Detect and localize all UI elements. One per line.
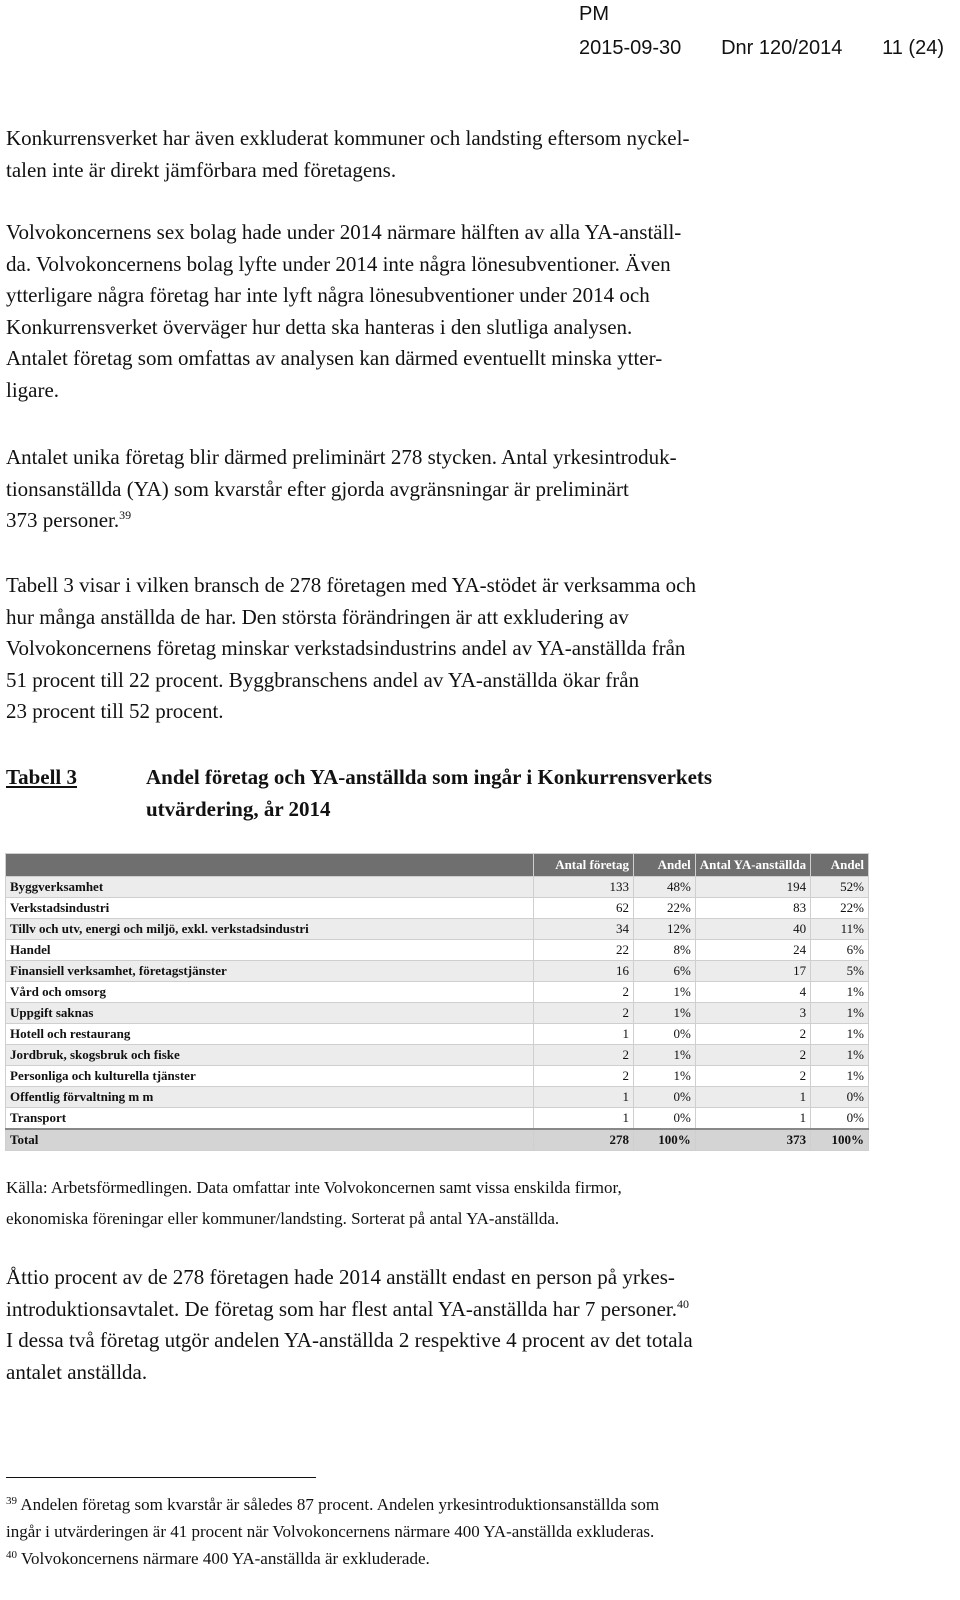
table-row — [6, 1108, 869, 1130]
footnote-40 — [6, 1545, 936, 1572]
text-line: ytterligare några företag har inte lyft några lönesubventioner under 2014 och — [6, 283, 650, 307]
industry-name: Offentlig förvaltning m m — [6, 1087, 534, 1108]
total-label: Total — [6, 1129, 534, 1151]
cell-ya-andel: 6% — [811, 940, 869, 961]
cell-ya-andel: 1% — [811, 1024, 869, 1045]
text-line: I dessa två företag utgör andelen YA-anställda 2 respektive 4 procent av det totala — [6, 1328, 693, 1352]
cell-ya: 2 — [695, 1066, 810, 1087]
table-row — [6, 1024, 869, 1045]
cell-andel: 1% — [633, 982, 695, 1003]
cell-ya: 1 — [695, 1108, 810, 1130]
footnote-number: 40 — [6, 1549, 17, 1561]
paragraph-4 — [6, 570, 936, 728]
cell-antal: 16 — [534, 961, 634, 982]
cell-ya: 1 — [695, 1087, 810, 1108]
text-fragment: Volvokoncernens närmare 400 YA-anställda är exkluderade. — [20, 1549, 430, 1568]
cell-andel: 12% — [633, 919, 695, 940]
text-line: Konkurrensverket har även exkluderat kommuner och landsting eftersom nyckel- — [6, 126, 690, 150]
cell-andel: 1% — [633, 1045, 695, 1066]
cell-antal: 62 — [534, 898, 634, 919]
text-line: 23 procent till 52 procent. — [6, 699, 224, 723]
footnote-number: 39 — [6, 1495, 17, 1507]
cell-ya: 194 — [695, 877, 810, 898]
header-antal-foretag: Antal företag — [534, 854, 634, 877]
total-antal: 278 — [534, 1129, 634, 1151]
paragraph-5 — [6, 1262, 936, 1388]
industry-name: Verkstadsindustri — [6, 898, 534, 919]
cell-antal: 2 — [534, 1045, 634, 1066]
table-row — [6, 961, 869, 982]
header-org: PM — [579, 3, 609, 25]
industry-table — [5, 853, 869, 1151]
header-dnr: Dnr 120/2014 — [721, 37, 843, 59]
total-ya: 373 — [695, 1129, 810, 1151]
table-row — [6, 1066, 869, 1087]
cell-andel: 0% — [633, 1024, 695, 1045]
cell-antal: 133 — [534, 877, 634, 898]
text-line: da. Volvokoncernens bolag lyfte under 2014 inte några lönesubventioner. Även — [6, 251, 671, 276]
table-row — [6, 1087, 869, 1108]
text-line — [6, 1545, 936, 1572]
text-line: Åttio procent av de 278 företagen hade 2014 anställt endast en person på yrkes- — [6, 1265, 675, 1289]
industry-name: Hotell och restaurang — [6, 1024, 534, 1045]
text-line: Volvokoncernens företag minskar verkstadsindustrins andel av YA-anställda från — [6, 636, 686, 660]
industry-name: Vård och omsorg — [6, 982, 534, 1003]
header-andel-foretag: Andel — [633, 854, 695, 877]
table-header-row — [6, 854, 869, 877]
text-line: Antalet företag som omfattas av analysen kan därmed eventuellt minska ytter- — [6, 346, 663, 370]
table-row — [6, 940, 869, 961]
cell-ya-andel: 1% — [811, 1066, 869, 1087]
cell-antal: 2 — [534, 1066, 634, 1087]
table-source-note — [6, 1172, 936, 1234]
text-line: Volvokoncernens sex bolag hade under 2014 närmare hälften av alla YA-anställ- — [6, 220, 682, 244]
text-fragment: introduktionsavtalet. De företag som har flest antal YA-anställda har 7 personer. — [6, 1296, 678, 1321]
text-line: Källa: Arbetsförmedlingen. Data omfattar inte Volvokoncernen samt vissa enskilda firmor, — [6, 1178, 622, 1197]
table-title — [146, 761, 926, 825]
cell-ya-andel: 1% — [811, 1045, 869, 1066]
industry-name: Finansiell verksamhet, företagstjänster — [6, 961, 534, 982]
text-line: ingår i utvärderingen är 41 procent när Volvokoncernens närmare 400 YA-anställda exkluderas. — [6, 1522, 655, 1541]
cell-ya: 2 — [695, 1024, 810, 1045]
cell-ya: 24 — [695, 940, 810, 961]
cell-ya-andel: 1% — [811, 1003, 869, 1024]
cell-ya: 2 — [695, 1045, 810, 1066]
cell-ya: 83 — [695, 898, 810, 919]
text-line: ekonomiska föreningar eller kommuner/landsting. Sorterat på antal YA-anställda. — [6, 1209, 560, 1228]
total-ya-andel: 100% — [811, 1129, 869, 1151]
cell-ya-andel: 5% — [811, 961, 869, 982]
footnote-divider — [6, 1477, 316, 1478]
table-row — [6, 877, 869, 898]
header-page-number: 11 (24) — [882, 37, 944, 59]
cell-andel: 48% — [633, 877, 695, 898]
text-line: hur många anställda de har. Den största förändringen är att exkludering av — [6, 604, 629, 629]
total-andel: 100% — [633, 1129, 695, 1151]
header-empty-cell — [6, 854, 534, 877]
industry-name: Tillv och utv, energi och miljö, exkl. verkstadsindustri — [6, 919, 534, 940]
footnote-39 — [6, 1491, 936, 1545]
cell-andel: 6% — [633, 961, 695, 982]
industry-name: Personliga och kulturella tjänster — [6, 1066, 534, 1087]
industry-name: Jordbruk, skogsbruk och fiske — [6, 1045, 534, 1066]
cell-ya: 17 — [695, 961, 810, 982]
text-line: tionsanställda (YA) som kvarstår efter gjorda avgränsningar är preliminärt — [6, 476, 629, 501]
text-line: Tabell 3 visar i vilken bransch de 278 företagen med YA-stödet är verksamma och — [6, 573, 696, 597]
cell-andel: 8% — [633, 940, 695, 961]
cell-ya: 40 — [695, 919, 810, 940]
text-line: ligare. — [6, 377, 60, 402]
paragraph-1 — [6, 123, 936, 186]
text-fragment: Andelen företag som kvarstår är således 87 procent. Andelen yrkesintroduktionsanställda som — [20, 1495, 660, 1514]
industry-name: Transport — [6, 1108, 534, 1130]
industry-name: Byggverksamhet — [6, 877, 534, 898]
text-line: talen inte är direkt jämförbara med företagens. — [6, 157, 397, 182]
header-date: 2015-09-30 — [579, 37, 682, 59]
text-fragment: 373 personer. — [6, 508, 120, 532]
cell-antal: 1 — [534, 1024, 634, 1045]
text-line: Konkurrensverket överväger hur detta ska hanteras i den slutliga analysen. — [6, 314, 633, 339]
header-antal-ya: Antal YA-anställda — [695, 854, 810, 877]
industry-name: Uppgift saknas — [6, 1003, 534, 1024]
table-row — [6, 919, 869, 940]
table-title-line: utvärdering, år 2014 — [146, 797, 331, 821]
text-line: antalet anställda. — [6, 1359, 148, 1384]
cell-ya-andel: 1% — [811, 982, 869, 1003]
cell-ya-andel: 52% — [811, 877, 869, 898]
cell-antal: 1 — [534, 1087, 634, 1108]
table-total-row — [6, 1129, 869, 1151]
cell-ya: 3 — [695, 1003, 810, 1024]
text-line — [6, 1491, 936, 1518]
table-row — [6, 982, 869, 1003]
cell-antal: 22 — [534, 940, 634, 961]
cell-antal: 2 — [534, 982, 634, 1003]
text-line — [6, 1294, 936, 1326]
table-row — [6, 898, 869, 919]
footnote-ref-40[interactable]: 40 — [677, 1296, 690, 1311]
cell-ya-andel: 22% — [811, 898, 869, 919]
table-row — [6, 1003, 869, 1024]
text-line: Antalet unika företag blir därmed preliminärt 278 stycken. Antal yrkesintroduk- — [6, 445, 677, 469]
cell-antal: 34 — [534, 919, 634, 940]
cell-ya-andel: 0% — [811, 1108, 869, 1130]
table-row — [6, 1045, 869, 1066]
cell-ya: 4 — [695, 982, 810, 1003]
cell-andel: 1% — [633, 1003, 695, 1024]
cell-ya-andel: 11% — [811, 919, 869, 940]
cell-antal: 2 — [534, 1003, 634, 1024]
header-andel-ya: Andel — [811, 854, 869, 877]
industry-name: Handel — [6, 940, 534, 961]
cell-andel: 22% — [633, 898, 695, 919]
cell-andel: 0% — [633, 1087, 695, 1108]
text-line: 51 procent till 22 procent. Byggbranschens andel av YA-anställda ökar från — [6, 667, 640, 692]
paragraph-3 — [6, 442, 936, 537]
cell-andel: 0% — [633, 1108, 695, 1130]
table-title-line: Andel företag och YA-anställda som ingår i Konkurrensverkets — [146, 765, 713, 789]
footnote-ref-39[interactable]: 39 — [119, 508, 132, 522]
text-line — [6, 505, 936, 537]
cell-ya-andel: 0% — [811, 1087, 869, 1108]
paragraph-2 — [6, 217, 936, 406]
cell-antal: 1 — [534, 1108, 634, 1130]
table-label: Tabell 3 — [6, 765, 77, 789]
cell-andel: 1% — [633, 1066, 695, 1087]
header-meta — [579, 36, 944, 60]
